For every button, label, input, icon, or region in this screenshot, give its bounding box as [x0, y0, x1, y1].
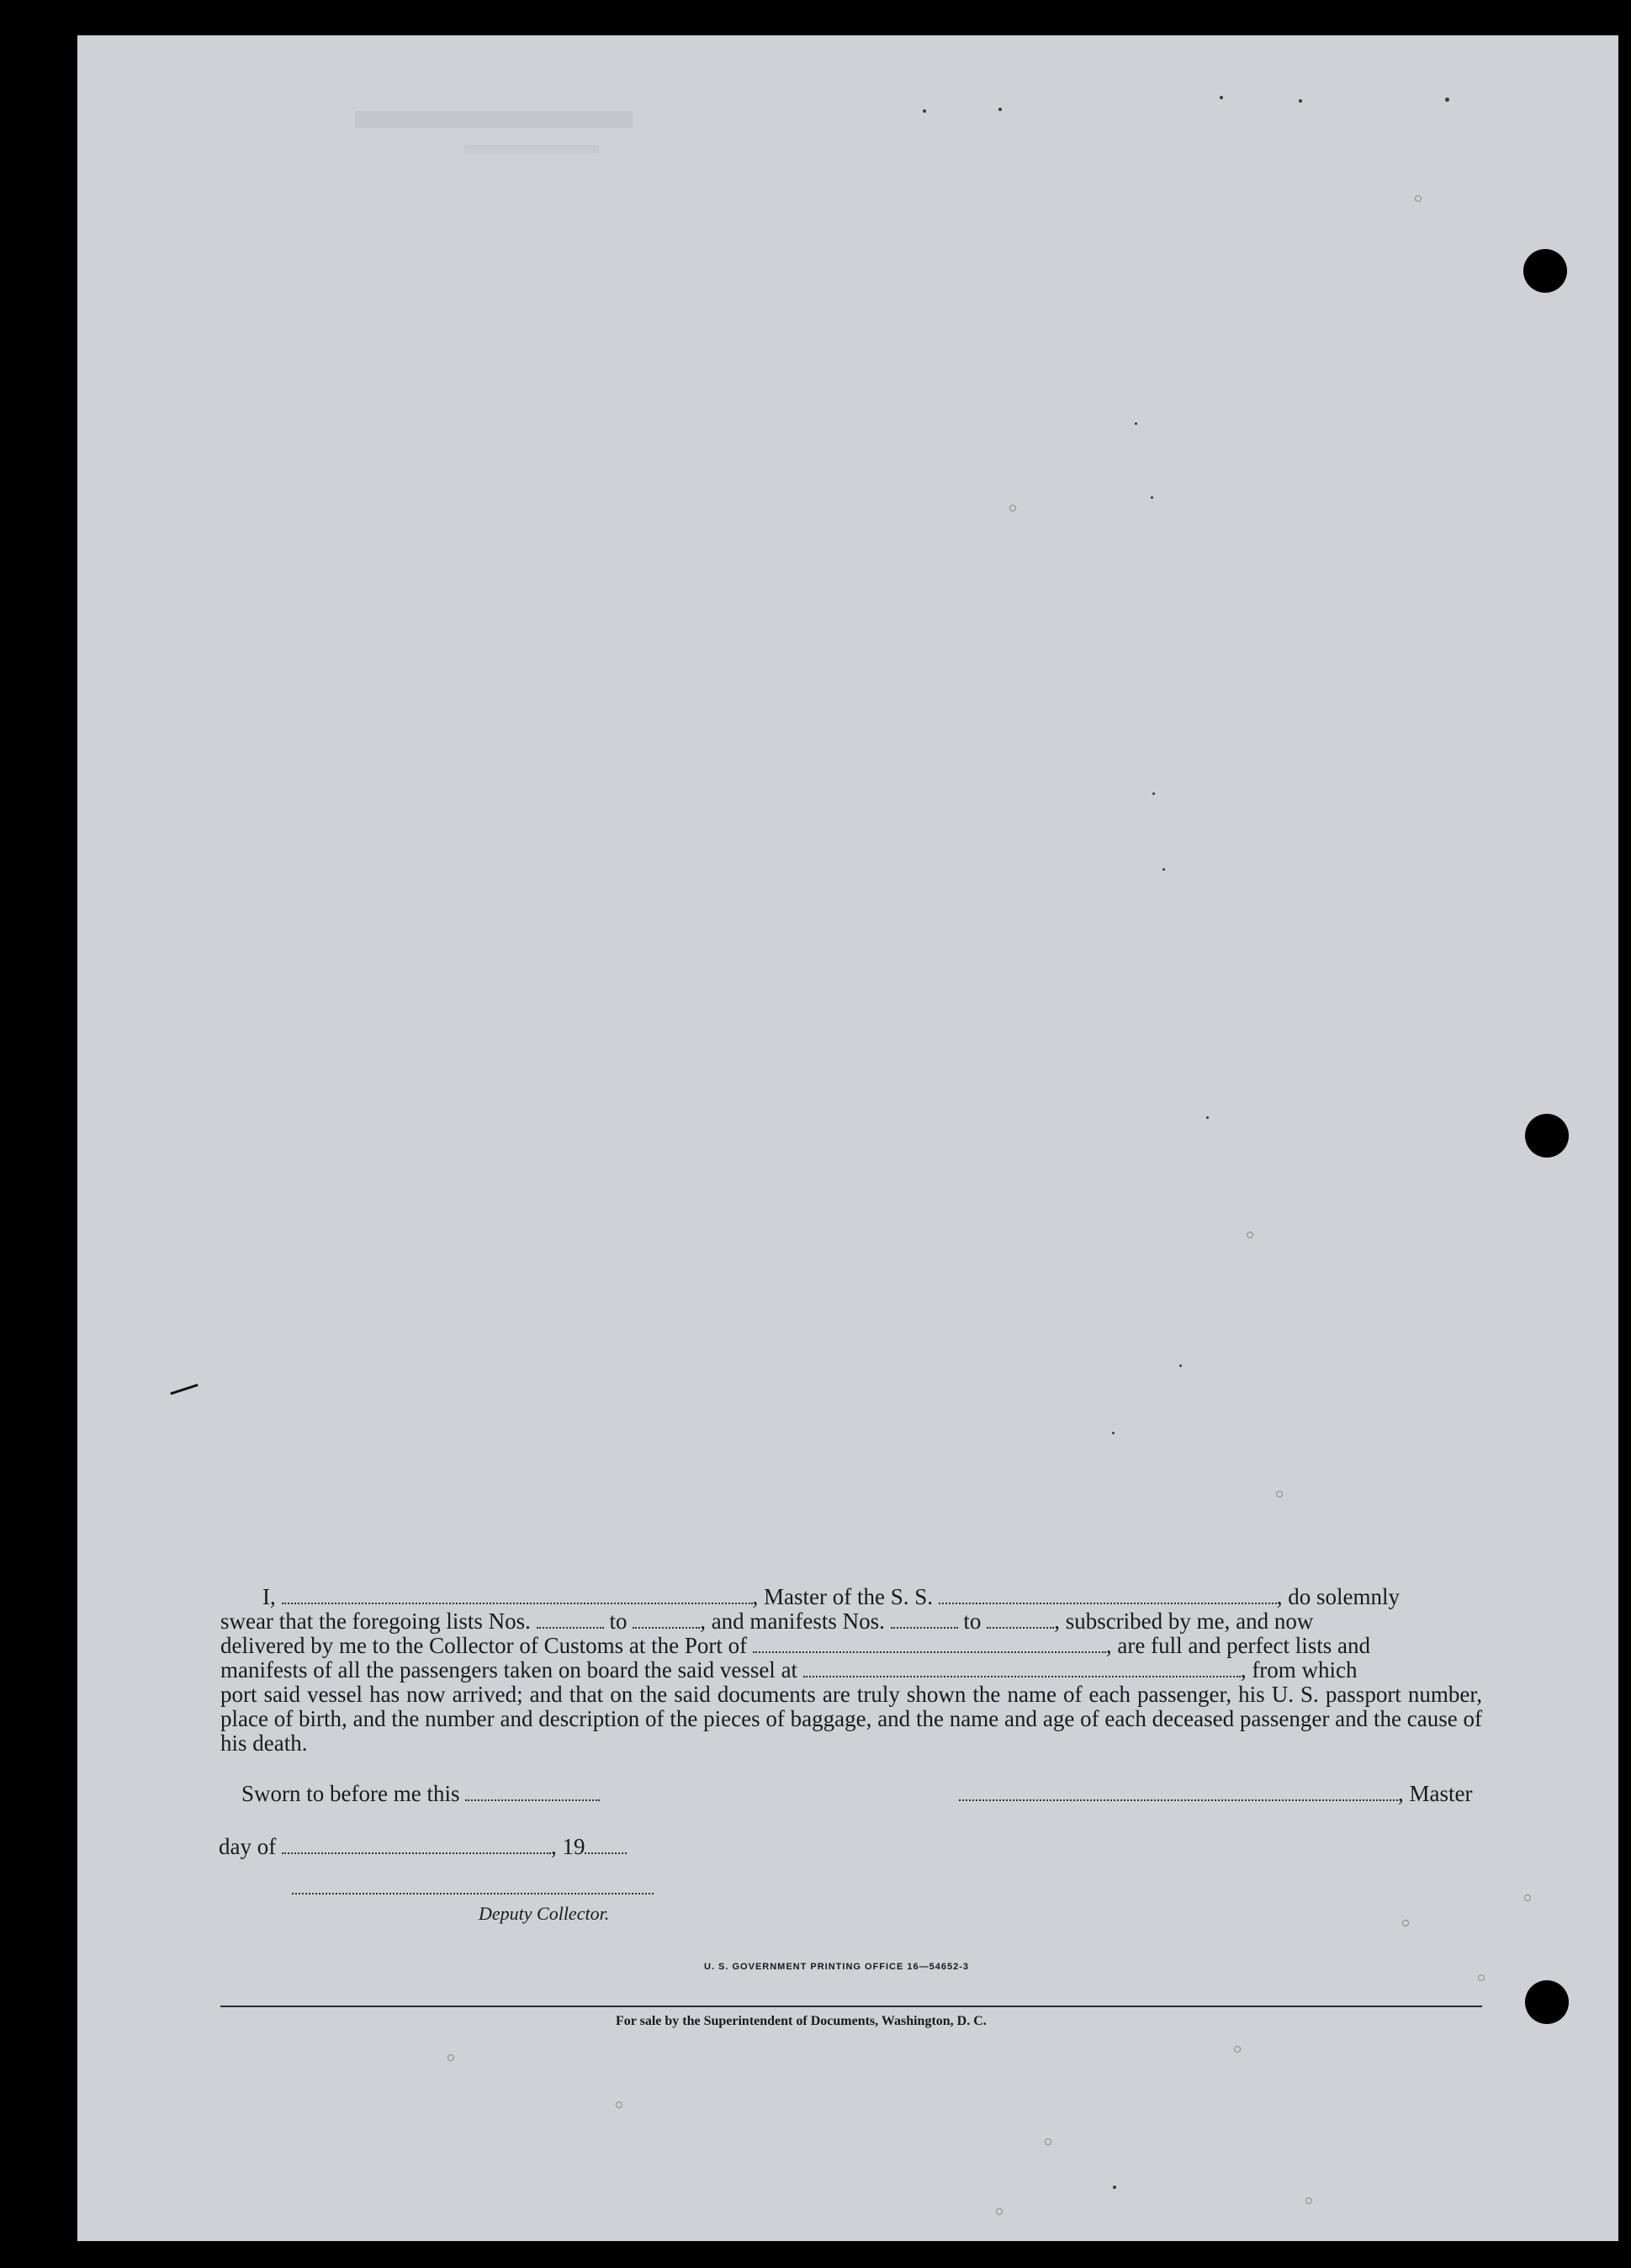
list-to-blank: [633, 1612, 700, 1629]
oath-to-1: to: [609, 1608, 628, 1634]
year-prefix: , 19: [550, 1834, 585, 1859]
speck: [1445, 98, 1449, 102]
speck: [1112, 1432, 1115, 1434]
document-page: [77, 35, 1618, 2241]
speck: [1151, 496, 1153, 499]
speck: [998, 108, 1002, 111]
speck-ring: [1009, 505, 1016, 511]
speck-ring: [996, 2208, 1003, 2215]
deputy-collector-caption: Deputy Collector.: [479, 1903, 610, 1924]
oath-delivered: delivered by me to the Collector of Customs at the Port of: [220, 1633, 748, 1658]
oath-from-which: , from which: [1240, 1657, 1358, 1682]
sworn-label: Sworn to before me this: [241, 1781, 460, 1806]
list-from-blank: [537, 1612, 604, 1629]
speck-ring: [1234, 2046, 1241, 2053]
speck: [923, 109, 926, 113]
oath-subscribed: , subscribed by me, and now: [1054, 1608, 1314, 1634]
bleed-through-mark: [464, 145, 599, 153]
oath-swear: swear that the foregoing lists Nos.: [220, 1608, 531, 1634]
master-signature-row: [959, 1781, 1472, 1807]
day-of-row: [219, 1834, 627, 1860]
speck-ring: [1045, 2138, 1051, 2145]
sworn-day-blank: [465, 1784, 600, 1801]
month-blank: [282, 1837, 551, 1854]
oath-manifests-all: manifests of all the passengers taken on board the said vessel at: [220, 1657, 798, 1682]
oath-i: I,: [262, 1584, 276, 1609]
year-blank: [585, 1837, 627, 1854]
speck: [1162, 868, 1165, 871]
speck-ring: [1402, 1920, 1409, 1926]
speck: [1113, 2186, 1116, 2189]
oath-do-solemnly: , do solemnly: [1276, 1584, 1400, 1609]
speck-ring: [1478, 1974, 1485, 1981]
speck: [1220, 96, 1223, 99]
bleed-through-mark: [355, 111, 633, 128]
manifest-to-blank: [987, 1612, 1054, 1629]
speck: [1179, 1365, 1182, 1367]
deputy-signature-blank: [292, 1878, 654, 1894]
port-blank: [753, 1636, 1106, 1653]
speck: [1206, 1116, 1209, 1119]
punch-hole-middle: [1525, 1114, 1569, 1158]
sworn-row: [241, 1781, 600, 1807]
vessel-name-blank: [939, 1587, 1277, 1604]
speck-ring: [1305, 2197, 1312, 2204]
speck: [1299, 99, 1302, 103]
sale-notice: For sale by the Superintendent of Documents, Washington, D. C.: [616, 2014, 987, 2028]
day-of-label: day of: [219, 1834, 277, 1859]
speck-ring: [1524, 1894, 1531, 1901]
speck-ring: [616, 2101, 622, 2108]
speck-ring: [1247, 1232, 1253, 1238]
oath-full-perfect: , are full and perfect lists and: [1105, 1633, 1371, 1658]
oath-paragraph: [220, 1585, 1482, 1756]
master-label: , Master: [1398, 1781, 1473, 1806]
speck: [1135, 422, 1137, 425]
manifest-from-blank: [891, 1612, 958, 1629]
oath-to-2: to: [963, 1608, 982, 1634]
punch-hole-top: [1523, 249, 1567, 293]
departure-port-blank: [803, 1661, 1241, 1677]
footer-rule: [220, 2006, 1482, 2007]
speck-ring: [1415, 195, 1422, 202]
pen-mark: [170, 1384, 198, 1395]
speck-ring: [447, 2054, 454, 2061]
master-signature-blank: [959, 1784, 1398, 1801]
master-name-blank: [282, 1587, 753, 1604]
printer-imprint: U. S. GOVERNMENT PRINTING OFFICE 16—54652-3: [704, 1962, 970, 1972]
oath-master-of-ss: , Master of the S. S.: [752, 1584, 933, 1609]
speck: [1152, 792, 1155, 795]
punch-hole-bottom: [1525, 1980, 1569, 2024]
oath-rest: port said vessel has now arrived; and that on the said documents are truly shown the name of each passenger, his U. S. passport number, place of birth, and the number and description of the pieces of baggage, and the name and age of each deceased passenger and the cause of his death.: [220, 1682, 1482, 1756]
speck-ring: [1276, 1491, 1283, 1497]
oath-and-manifests: , and manifests Nos.: [700, 1608, 885, 1634]
